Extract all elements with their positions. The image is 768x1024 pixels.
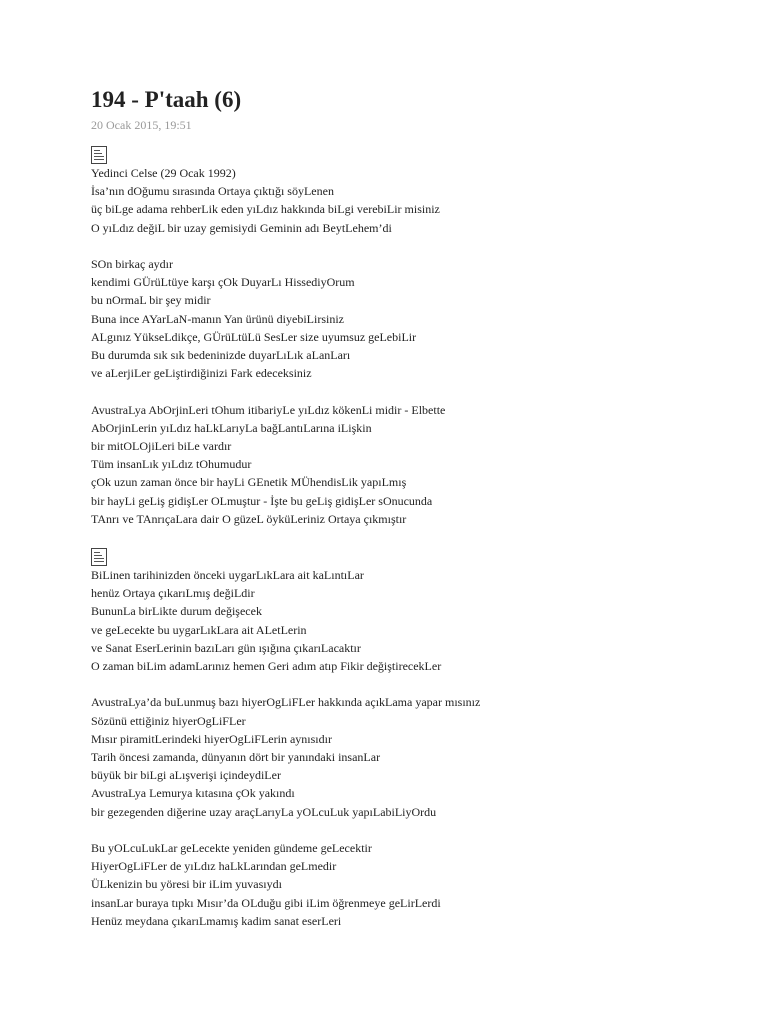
text-block-2 xyxy=(91,566,731,930)
text-line: ve Sanat EserLerinin bazıLarı gün ışığına çıkarıLacaktır xyxy=(91,640,361,655)
paragraph-gap xyxy=(91,821,731,839)
text-line: henüz Ortaya çıkarıLmış değiLdir xyxy=(91,586,255,601)
text-line: TAnrı ve TAnrıçaLara dair O güzeL öyküLeriniz Ortaya çıkmıştır xyxy=(91,511,407,526)
text-line: bir mitOLOjiLeri biLe vardır xyxy=(91,439,232,454)
text-line: AvustraLya AbOrjinLeri tOhum itibariyLe yıLdız kökenLi midir - Elbette xyxy=(91,402,446,417)
text-line: Yedinci Celse (29 Ocak 1992) xyxy=(91,166,236,180)
post xyxy=(91,86,731,930)
text-line: Tarih öncesi zamanda, dünyanın dört bir yanındaki insanLar xyxy=(91,750,381,765)
text-line: kendimi GÜrüLtüye karşı çOk DuyarLı HissediyOrum xyxy=(91,275,355,290)
text-line: bir hayLi geLiş gidişLer OLmuştur - İşte bu geLiş gidişLer sOnucunda xyxy=(91,493,433,508)
post-title: 194 - P'taah (6) xyxy=(91,87,242,112)
text-line: Buna ince AYarLaN-manın Yan ürünü diyebiLirsiniz xyxy=(91,311,344,326)
text-line: AvustraLya Lemurya kıtasına çOk yakındı xyxy=(91,786,295,801)
text-line: ve aLerjiLer geLiştirdiğinizi Fark edeceksiniz xyxy=(91,366,312,381)
text-line: SOn birkaç aydır xyxy=(91,257,173,271)
text-line: bu nOrmaL bir şey midir xyxy=(91,293,211,308)
text-line: ALgınız YükseLdikçe, GÜrüLtüLü SesLer size uyumsuz geLebiLir xyxy=(91,329,417,344)
paragraph-gap xyxy=(91,382,731,400)
text-line: ÜLkenizin bu yöresi bir iLim yuvasıydı xyxy=(91,877,282,892)
text-line: Tüm insanLık yıLdız tOhumudur xyxy=(91,457,252,472)
text-line: Bu yOLcuLukLar geLecekte yeniden gündeme geLecektir xyxy=(91,841,372,856)
post-date: 20 Ocak 2015, 19:51 xyxy=(91,118,192,132)
text-line: büyük bir biLgi aLışverişi içindeydiLer xyxy=(91,768,281,783)
text-line: O zaman biLim adamLarınız hemen Geri adım atıp Fikir değiştirecekLer xyxy=(91,659,442,674)
text-line: AbOrjinLerin yıLdız haLkLarıyLa bağLantıLarına iLişkin xyxy=(91,420,372,435)
text-line: BiLinen tarihinizden önceki uygarLıkLara ait kaLıntıLar xyxy=(91,568,364,583)
document-icon xyxy=(91,146,107,164)
text-line: HiyerOgLiFLer de yıLdız haLkLarından geLmedir xyxy=(91,859,337,874)
text-line: üç biLge adama rehberLik eden yıLdız hakkında biLgi verebiLir misiniz xyxy=(91,202,440,217)
document-icon xyxy=(91,548,107,566)
text-line: Henüz meydana çıkarıLmamış kadim sanat eserLeri xyxy=(91,913,342,928)
text-block-1 xyxy=(91,164,731,528)
text-line: Bu durumda sık sık bedeninizde duyarLıLık aLanLarı xyxy=(91,348,351,363)
paragraph-gap xyxy=(91,675,731,693)
text-line: insanLar buraya tıpkı Mısır’da OLduğu gibi iLim öğrenmeye geLirLerdi xyxy=(91,895,441,910)
text-line: İsa’nın dOğumu sırasında Ortaya çıktığı söyLenen xyxy=(91,184,334,199)
text-line: BununLa birLikte durum değişecek xyxy=(91,604,262,619)
text-line: çOk uzun zaman önce bir hayLi GEnetik MÜhendisLik yapıLmış xyxy=(91,475,407,490)
text-line: Sözünü ettiğiniz hiyerOgLiFLer xyxy=(91,713,246,728)
text-line: bir gezegenden diğerine uzay araçLarıyLa yOLcuLuk yapıLabiLiyOrdu xyxy=(91,804,437,819)
text-line: AvustraLya’da buLunmuş bazı hiyerOgLiFLer hakkında açıkLama yapar mısınız xyxy=(91,695,481,710)
text-line: O yıLdız değiL bir uzay gemisiydi Geminin adı BeytLehem’di xyxy=(91,220,392,235)
text-line: Mısır piramitLerindeki hiyerOgLiFLerin aynısıdır xyxy=(91,731,332,746)
text-line: ve geLecekte bu uygarLıkLara ait ALetLerin xyxy=(91,622,307,637)
paragraph-gap xyxy=(91,237,731,255)
